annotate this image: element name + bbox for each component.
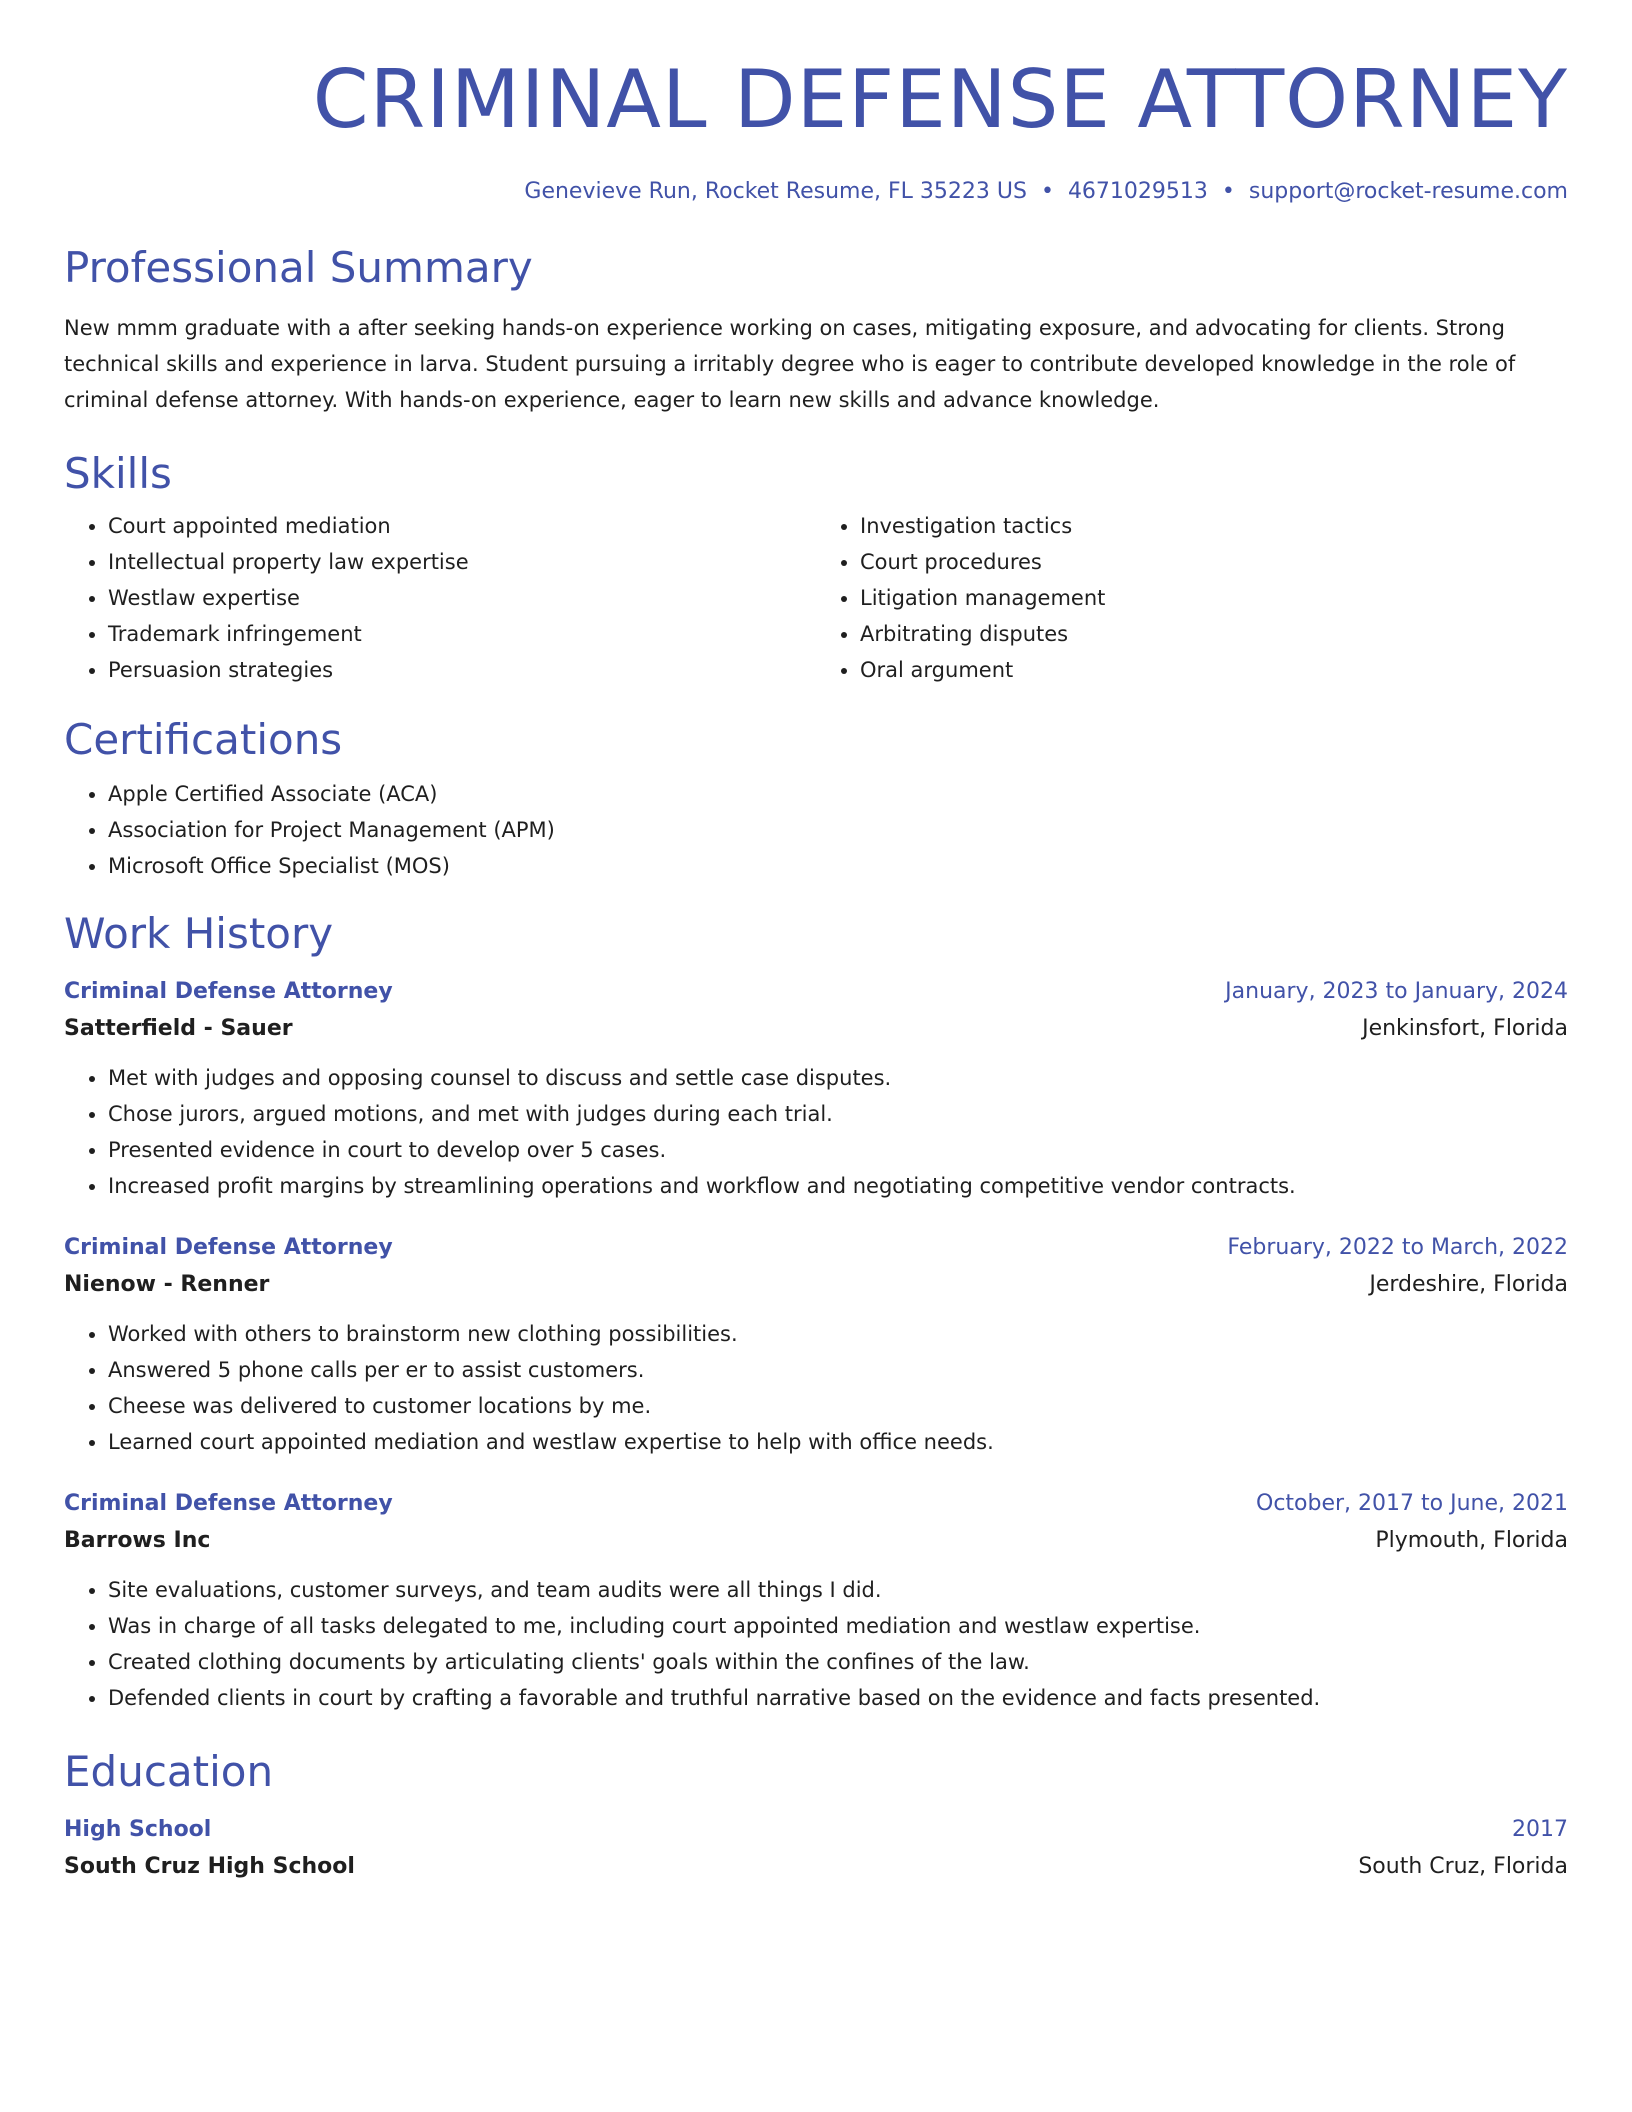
certifications-heading: Certifications [64, 715, 343, 764]
job-role: Criminal Defense Attorney [64, 1235, 393, 1260]
skill-item: • Trademark infringement [108, 616, 816, 652]
education-year: 2017 [1512, 1817, 1568, 1842]
summary-text: New mmm graduate with a after seeking hands-on experience working on cases, mitigating exposure, and advocating for clients. Strong technical skills and experience in larva. Student pursuing a irritably degree who is eager to contribute developed knowledge in the role of criminal defense attorney. With hands-on experience, eager to learn new skills and advance knowledge. [64, 316, 1516, 412]
job-entry [64, 1486, 1568, 1716]
skill-item: • Investigation tactics [860, 508, 1568, 544]
job-employer: Nienow - Renner [64, 1272, 270, 1297]
job-bullet: • Cheese was delivered to customer locations by me. [108, 1388, 1568, 1424]
job-bullet: • Chose jurors, argued motions, and met with judges during each trial. [108, 1096, 1568, 1132]
job-bullet: • Worked with others to brainstorm new clothing possibilities. [108, 1316, 1568, 1352]
education-school: South Cruz High School [64, 1854, 355, 1879]
contact-separator: • [1040, 179, 1054, 204]
skill-item: • Oral argument [860, 652, 1568, 688]
job-bullet: • Site evaluations, customer surveys, and team audits were all things I did. [108, 1572, 1568, 1608]
job-bullet: • Created clothing documents by articulating clients' goals within the confines of the law. [108, 1644, 1568, 1680]
job-dates: February, 2022 to March, 2022 [1227, 1235, 1568, 1260]
skill-item: • Court appointed mediation [108, 508, 816, 544]
job-bullet: • Was in charge of all tasks delegated to me, including court appointed mediation and westlaw expertise. [108, 1608, 1568, 1644]
job-bullets [64, 1060, 1568, 1204]
skill-item: • Arbitrating disputes [860, 616, 1568, 652]
education-heading: Education [64, 1747, 274, 1796]
contact-separator: • [1221, 179, 1235, 204]
skill-item: • Intellectual property law expertise [108, 544, 816, 580]
job-bullet: • Met with judges and opposing counsel to discuss and settle case disputes. [108, 1060, 1568, 1096]
job-dates: January, 2023 to January, 2024 [1225, 979, 1568, 1004]
job-bullet: • Presented evidence in court to develop over 5 cases. [108, 1132, 1568, 1168]
resume-title: CRIMINAL DEFENSE ATTORNEY [312, 53, 1568, 146]
skills-column-right [816, 508, 1568, 688]
summary-heading: Professional Summary [64, 243, 533, 292]
skill-item: • Litigation management [860, 580, 1568, 616]
education-entry [64, 1812, 1568, 1886]
certification-item: • Association for Project Management (APM) [108, 812, 1568, 848]
skill-item: • Persuasion strategies [108, 652, 816, 688]
job-location: Jerdeshire, Florida [1369, 1272, 1568, 1297]
job-dates: October, 2017 to June, 2021 [1256, 1491, 1568, 1516]
job-employer: Satterfield - Sauer [64, 1016, 293, 1041]
job-role: Criminal Defense Attorney [64, 1491, 393, 1516]
education-degree: High School [64, 1817, 212, 1842]
job-location: Jenkinsfort, Florida [1362, 1016, 1568, 1041]
job-bullet: • Defended clients in court by crafting a favorable and truthful narrative based on the evidence and facts presented. [108, 1680, 1568, 1716]
job-location: Plymouth, Florida [1375, 1528, 1568, 1553]
education-location: South Cruz, Florida [1358, 1854, 1568, 1879]
job-employer: Barrows Inc [64, 1528, 211, 1553]
certifications-list [64, 776, 1568, 884]
job-bullets [64, 1572, 1568, 1716]
job-entry [64, 1230, 1568, 1460]
skills-heading: Skills [64, 449, 172, 498]
job-bullet: • Increased profit margins by streamlining operations and workflow and negotiating competitive vendor contracts. [108, 1168, 1568, 1204]
skill-item: • Westlaw expertise [108, 580, 816, 616]
job-bullet: • Answered 5 phone calls per er to assist customers. [108, 1352, 1568, 1388]
contact-address: Genevieve Run, Rocket Resume, FL 35223 US [524, 179, 1027, 204]
skill-item: • Court procedures [860, 544, 1568, 580]
contact-email[interactable]: support@rocket-resume.com [1248, 179, 1568, 204]
job-role: Criminal Defense Attorney [64, 979, 393, 1004]
skills-list [64, 508, 1568, 688]
job-bullet: • Learned court appointed mediation and westlaw expertise to help with office needs. [108, 1424, 1568, 1460]
skills-column-left [64, 508, 816, 688]
work-history-heading: Work History [64, 909, 334, 958]
job-entry [64, 974, 1568, 1204]
certification-item: • Microsoft Office Specialist (MOS) [108, 848, 1568, 884]
certification-item: • Apple Certified Associate (ACA) [108, 776, 1568, 812]
job-bullets [64, 1316, 1568, 1460]
contact-phone: 4671029513 [1067, 179, 1208, 204]
contact-line [64, 176, 1568, 208]
